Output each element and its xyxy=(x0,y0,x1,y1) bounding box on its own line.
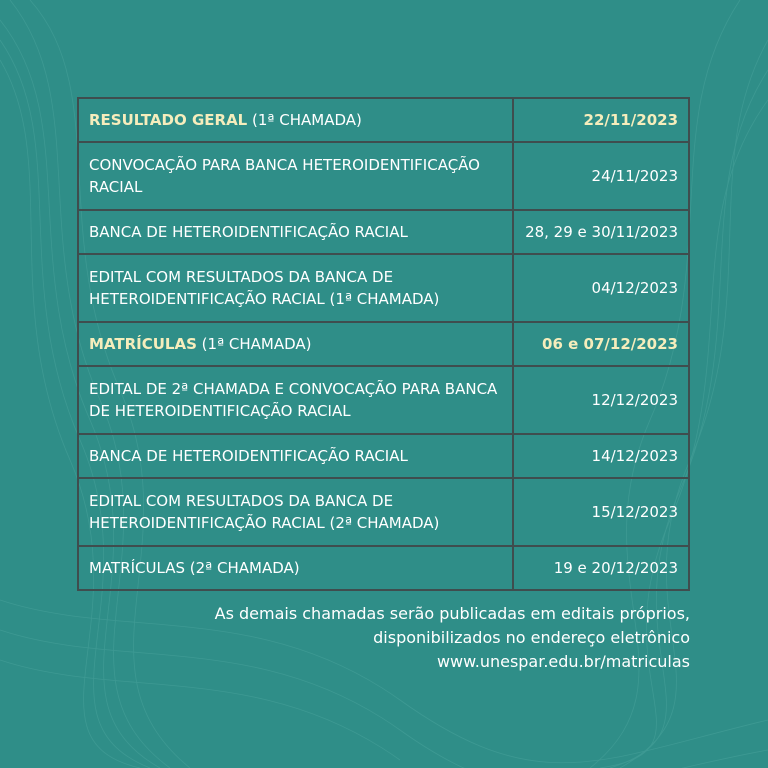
event-cell xyxy=(78,322,513,366)
footer-note xyxy=(130,602,690,674)
table-row xyxy=(78,322,689,366)
schedule-table xyxy=(77,97,690,591)
event-cell: MATRÍCULAS (2ª CHAMADA) xyxy=(78,546,513,590)
table-row xyxy=(78,98,689,142)
table-row xyxy=(78,210,689,254)
date-cell: 14/12/2023 xyxy=(513,434,689,478)
event-label: (1ª CHAMADA) xyxy=(247,111,362,129)
table-row xyxy=(78,478,689,546)
date-cell: 28, 29 e 30/11/2023 xyxy=(513,210,689,254)
date-cell: 15/12/2023 xyxy=(513,478,689,546)
event-label: (1ª CHAMADA) xyxy=(196,335,312,353)
table-row xyxy=(78,546,689,590)
event-cell: EDITAL COM RESULTADOS DA BANCA DE HETEROIDENTIFICAÇÃO RACIAL (1ª CHAMADA) xyxy=(78,254,513,322)
date-cell: 24/11/2023 xyxy=(513,142,689,210)
date-cell: 06 e 07/12/2023 xyxy=(513,322,689,366)
footer-url: www.unespar.edu.br/matriculas xyxy=(436,652,690,671)
event-bold-label: MATRÍCULAS xyxy=(89,335,197,353)
event-cell: BANCA DE HETEROIDENTIFICAÇÃO RACIAL xyxy=(78,210,513,254)
event-cell: EDITAL COM RESULTADOS DA BANCA DE HETEROIDENTIFICAÇÃO RACIAL (2ª CHAMADA) xyxy=(78,478,513,546)
table-row xyxy=(78,142,689,210)
table-row xyxy=(78,254,689,322)
event-cell: EDITAL DE 2ª CHAMADA E CONVOCAÇÃO PARA BANCA DE HETEROIDENTIFICAÇÃO RACIAL xyxy=(78,366,513,434)
event-bold-label: RESULTADO GERAL xyxy=(89,111,248,129)
date-cell: 22/11/2023 xyxy=(513,98,689,142)
footer-line: As demais chamadas serão publicadas em editais próprios, xyxy=(214,604,690,623)
date-cell: 04/12/2023 xyxy=(513,254,689,322)
event-cell: CONVOCAÇÃO PARA BANCA HETEROIDENTIFICAÇÃO RACIAL xyxy=(78,142,513,210)
date-cell: 12/12/2023 xyxy=(513,366,689,434)
date-cell: 19 e 20/12/2023 xyxy=(513,546,689,590)
footer-line: disponibilizados no endereço eletrônico xyxy=(373,628,690,647)
event-cell xyxy=(78,98,513,142)
event-cell: BANCA DE HETEROIDENTIFICAÇÃO RACIAL xyxy=(78,434,513,478)
table-row xyxy=(78,366,689,434)
table-row xyxy=(78,434,689,478)
